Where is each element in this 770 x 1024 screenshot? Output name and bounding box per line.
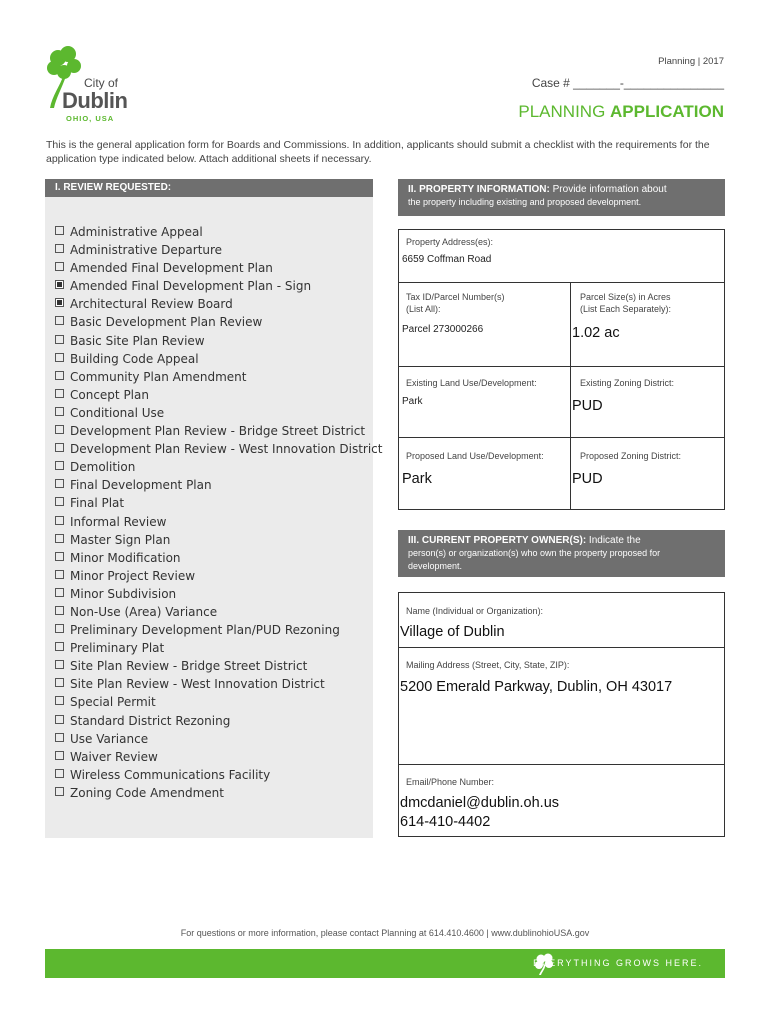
review-option[interactable] xyxy=(55,404,382,422)
logo-dublin: Dublin xyxy=(62,88,128,113)
review-checkbox[interactable] xyxy=(55,280,64,289)
owner-sub: Indicate the xyxy=(586,535,641,546)
review-option[interactable] xyxy=(55,513,382,531)
column-divider xyxy=(570,367,571,437)
owner-phone-value[interactable]: 614-410-4402 xyxy=(400,814,491,830)
section-review-requested-heading: I. REVIEW REQUESTED: xyxy=(45,179,373,197)
review-option-label: Basic Site Plan Review xyxy=(70,333,205,348)
review-option[interactable] xyxy=(55,549,382,567)
review-option-label: Architectural Review Board xyxy=(70,297,233,312)
review-option-label: Community Plan Amendment xyxy=(70,369,247,384)
review-checkbox[interactable] xyxy=(55,534,64,543)
existing-zoning-label: Existing Zoning District: xyxy=(580,378,675,388)
review-checkbox[interactable] xyxy=(55,497,64,506)
review-option-label: Site Plan Review - West Innovation District xyxy=(70,677,325,692)
tax-id-label-2: (List All): xyxy=(406,304,441,314)
review-checkbox[interactable] xyxy=(55,751,64,760)
owner-address-label: Mailing Address (Street, City, State, ZIP): xyxy=(406,660,570,670)
review-option[interactable] xyxy=(55,639,382,657)
parcel-size-value[interactable]: 1.02 ac xyxy=(572,325,620,341)
review-checkbox[interactable] xyxy=(55,624,64,633)
review-option-label: Development Plan Review - West Innovation District xyxy=(70,442,383,457)
review-option-label: Preliminary Development Plan/PUD Rezoning xyxy=(70,623,340,638)
property-address-label: Property Address(es): xyxy=(406,237,494,247)
page-title xyxy=(518,102,724,122)
review-option[interactable] xyxy=(55,350,382,368)
review-checkbox[interactable] xyxy=(55,407,64,416)
review-option[interactable] xyxy=(55,223,382,241)
review-option-label: Master Sign Plan xyxy=(70,532,171,547)
proposed-zoning-value[interactable]: PUD xyxy=(572,471,603,487)
review-option[interactable] xyxy=(55,332,382,350)
review-option[interactable] xyxy=(55,712,382,730)
review-checkbox[interactable] xyxy=(55,335,64,344)
review-option-label: Minor Modification xyxy=(70,550,181,565)
review-option[interactable] xyxy=(55,259,382,277)
owner-title: III. CURRENT PROPERTY OWNER(S): xyxy=(408,535,587,546)
tax-id-value[interactable]: Parcel 273000266 xyxy=(402,324,484,335)
footer-slogan: EVERYTHING GROWS HERE. xyxy=(533,958,703,968)
review-checkbox[interactable] xyxy=(55,588,64,597)
review-checkbox[interactable] xyxy=(55,244,64,253)
review-option-label: Use Variance xyxy=(70,731,149,746)
review-option[interactable] xyxy=(55,585,382,603)
review-requested-panel xyxy=(45,197,383,838)
review-checkbox[interactable] xyxy=(55,353,64,362)
column-divider xyxy=(570,283,571,366)
review-checkbox[interactable] xyxy=(55,316,64,325)
review-option[interactable] xyxy=(55,494,382,512)
review-checkbox[interactable] xyxy=(55,226,64,235)
review-option-label: Basic Development Plan Review xyxy=(70,315,263,330)
review-checkbox[interactable] xyxy=(55,787,64,796)
review-checkbox[interactable] xyxy=(55,642,64,651)
review-option-label: Amended Final Development Plan - Sign xyxy=(70,279,312,294)
intro-text: This is the general application form for Boards and Commissions. In addition, applicants should submit a checklist with the requirements for the application type indicated below. Attach additional sheets if necessary. xyxy=(46,139,710,165)
review-checkbox[interactable] xyxy=(55,298,64,307)
review-option[interactable] xyxy=(55,657,382,675)
section-property-info-heading xyxy=(398,179,725,216)
tax-id-label-1: Tax ID/Parcel Number(s) xyxy=(406,292,505,302)
property-info-sub2: the property including existing and proposed development. xyxy=(408,197,642,207)
existing-use-value[interactable]: Park xyxy=(402,396,423,407)
owner-contact-label: Email/Phone Number: xyxy=(406,777,495,787)
owner-name-value[interactable]: Village of Dublin xyxy=(400,624,505,640)
parcel-info-row xyxy=(398,282,725,367)
review-option[interactable] xyxy=(55,241,382,259)
review-checkbox[interactable] xyxy=(55,443,64,452)
title-light: PLANNING xyxy=(518,102,611,121)
parcel-size-label xyxy=(580,291,671,315)
review-option-label: Amended Final Development Plan xyxy=(70,261,273,276)
review-checkbox[interactable] xyxy=(55,660,64,669)
review-option[interactable] xyxy=(55,295,382,313)
review-option-label: Administrative Appeal xyxy=(70,225,203,239)
review-option-label: Waiver Review xyxy=(70,749,158,764)
proposed-zoning-label: Proposed Zoning District: xyxy=(580,451,682,461)
parcel-size-label-2: (List Each Separately): xyxy=(580,304,672,314)
column-divider xyxy=(570,438,571,509)
owner-address-value[interactable]: 5200 Emerald Parkway, Dublin, OH 43017 xyxy=(400,679,673,695)
section-property-owner-heading xyxy=(398,530,725,577)
review-option-label: Minor Subdivision xyxy=(70,586,177,601)
review-option[interactable] xyxy=(55,422,382,440)
review-option-label: Final Plat xyxy=(70,496,125,511)
review-checkbox[interactable] xyxy=(55,552,64,561)
city-of-dublin-logo xyxy=(44,44,134,124)
parcel-size-label-1: Parcel Size(s) in Acres xyxy=(580,292,671,302)
owner-name-label: Name (Individual or Organization): xyxy=(406,606,544,616)
review-option-label: Final Development Plan xyxy=(70,478,212,493)
review-option-label: Building Code Appeal xyxy=(70,351,199,366)
property-address-value: 6659 Coffman Road xyxy=(402,254,492,265)
review-checkbox[interactable] xyxy=(55,371,64,380)
review-checkbox[interactable] xyxy=(55,461,64,470)
review-checkbox[interactable] xyxy=(55,606,64,615)
proposed-use-row xyxy=(398,437,725,510)
review-option[interactable] xyxy=(55,277,382,295)
review-option-label: Conditional Use xyxy=(70,405,165,420)
review-option[interactable] xyxy=(55,458,382,476)
planning-year-note: Planning | 2017 xyxy=(658,56,724,67)
review-option[interactable] xyxy=(55,784,382,802)
review-option[interactable] xyxy=(55,730,382,748)
review-checkbox[interactable] xyxy=(55,696,64,705)
review-option[interactable] xyxy=(55,386,382,404)
review-option-label: Special Permit xyxy=(70,695,156,710)
review-checkbox[interactable] xyxy=(55,733,64,742)
review-checkbox[interactable] xyxy=(55,425,64,434)
review-checkbox[interactable] xyxy=(55,389,64,398)
title-bold: APPLICATION xyxy=(610,102,724,121)
review-option-label: Informal Review xyxy=(70,514,167,529)
tax-id-label xyxy=(406,291,505,315)
review-option[interactable] xyxy=(55,693,382,711)
review-option-label: Site Plan Review - Bridge Street District xyxy=(70,659,308,674)
review-checkbox[interactable] xyxy=(55,715,64,724)
property-info-sub: Provide information about xyxy=(549,184,667,195)
existing-use-label: Existing Land Use/Development: xyxy=(406,378,537,388)
review-option[interactable] xyxy=(55,621,382,639)
review-option-label: Zoning Code Amendment xyxy=(70,785,224,800)
review-option[interactable] xyxy=(55,440,382,458)
existing-use-row xyxy=(398,366,725,438)
row-divider xyxy=(399,764,724,765)
review-type-list xyxy=(55,223,382,802)
review-checkbox[interactable] xyxy=(55,570,64,579)
logo-ohio-usa: OHIO, USA xyxy=(66,114,115,123)
review-checkbox[interactable] xyxy=(55,479,64,488)
review-checkbox[interactable] xyxy=(55,678,64,687)
property-info-title: II. PROPERTY INFORMATION: xyxy=(408,184,550,195)
proposed-use-label: Proposed Land Use/Development: xyxy=(406,451,544,461)
review-checkbox[interactable] xyxy=(55,516,64,525)
review-option-label: Minor Project Review xyxy=(70,568,196,583)
existing-zoning-value[interactable]: PUD xyxy=(572,398,603,414)
review-option[interactable] xyxy=(55,603,382,621)
logo-city-of: City of xyxy=(84,76,119,90)
review-option-label: Concept Plan xyxy=(70,387,149,402)
review-option-label: Wireless Communications Facility xyxy=(70,767,271,782)
review-option[interactable] xyxy=(55,531,382,549)
footer-brand-bar xyxy=(45,949,725,978)
owner-sub2: person(s) or organization(s) who own the property proposed for development. xyxy=(408,548,661,571)
row-divider xyxy=(399,647,724,648)
review-option[interactable] xyxy=(55,766,382,784)
property-address-field[interactable] xyxy=(398,229,725,283)
review-option-label: Standard District Rezoning xyxy=(70,713,231,728)
review-checkbox[interactable] xyxy=(55,262,64,271)
case-number-field[interactable]: Case # _______-_______________ xyxy=(531,76,724,90)
review-option[interactable] xyxy=(55,368,382,386)
review-checkbox[interactable] xyxy=(55,769,64,778)
review-option-label: Preliminary Plat xyxy=(70,641,165,656)
proposed-use-value[interactable]: Park xyxy=(402,471,432,487)
review-option[interactable] xyxy=(55,476,382,494)
owner-info-box xyxy=(398,592,725,837)
review-option[interactable] xyxy=(55,313,382,331)
owner-email-value[interactable]: dmcdaniel@dublin.oh.us xyxy=(400,795,560,811)
review-option-label: Development Plan Review - Bridge Street District xyxy=(70,424,366,439)
review-option-label: Administrative Departure xyxy=(70,243,223,258)
review-option[interactable] xyxy=(55,675,382,693)
review-option-label: Demolition xyxy=(70,460,136,475)
review-option-label: Non-Use (Area) Variance xyxy=(70,604,218,619)
footer-contact: For questions or more information, please contact Planning at 614.410.4600 | www.dublinohioUSA.gov xyxy=(180,928,590,938)
review-option[interactable] xyxy=(55,748,382,766)
review-option[interactable] xyxy=(55,567,382,585)
